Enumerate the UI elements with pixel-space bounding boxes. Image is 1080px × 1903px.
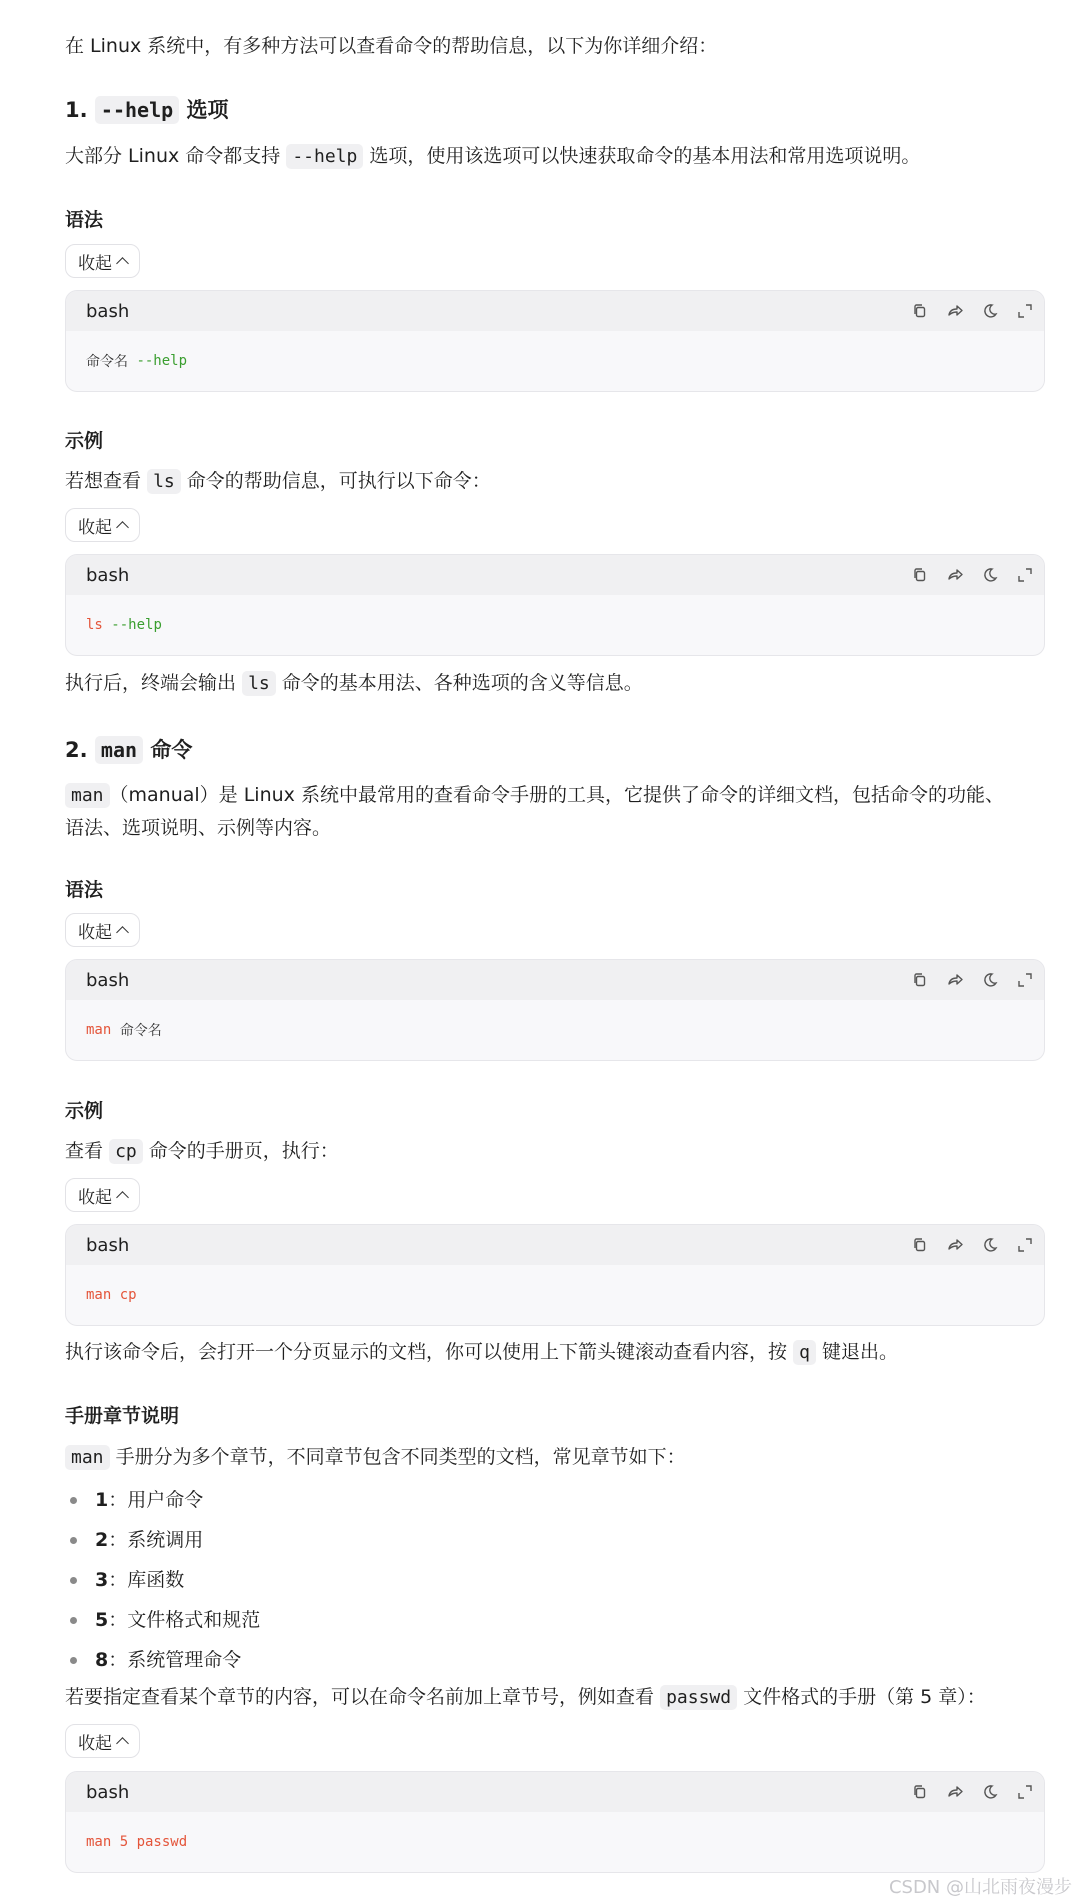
- section-2-title: 命令: [150, 738, 193, 762]
- expand-icon[interactable]: [1015, 566, 1034, 585]
- list-item: [65, 1480, 260, 1520]
- collapse-button-2[interactable]: [65, 508, 140, 542]
- inline-code: q: [793, 1340, 816, 1365]
- inline-code: cp: [109, 1139, 143, 1164]
- code-content: [66, 331, 1044, 391]
- intro-text: 在 Linux 系统中，有多种方法可以查看命令的帮助信息，以下为你详细介绍：: [65, 35, 718, 57]
- chapter-text: ：系统管理命令: [108, 1649, 242, 1671]
- code-block: [65, 1224, 1045, 1326]
- section-1-code: --help: [95, 96, 179, 124]
- list-item: [65, 1640, 260, 1680]
- collapse-label: 收起: [78, 922, 112, 943]
- collapse-button-1[interactable]: [65, 244, 140, 278]
- chapter-number: 8: [95, 1649, 109, 1671]
- section-2-number: 2.: [65, 738, 88, 762]
- copy-icon[interactable]: [910, 1236, 929, 1255]
- desc-text: 命令的手册页，执行：: [148, 1140, 339, 1162]
- theme-moon-icon[interactable]: [980, 1783, 999, 1802]
- chevron-up-icon: [116, 257, 129, 270]
- share-icon[interactable]: [945, 566, 964, 585]
- syntax-heading: 语法: [65, 209, 104, 231]
- example-desc: [65, 465, 491, 498]
- expand-icon[interactable]: [1015, 1783, 1034, 1802]
- code-content: [66, 1265, 1044, 1325]
- desc-text: 命令的帮助信息，可执行以下命令：: [186, 470, 491, 492]
- collapse-label: 收起: [78, 1187, 112, 1208]
- inline-code: passwd: [660, 1685, 737, 1710]
- desc-text: 键退出。: [821, 1341, 898, 1363]
- section-2-heading: [65, 733, 192, 767]
- code-lang: bash: [86, 969, 130, 991]
- copy-icon[interactable]: [910, 971, 929, 990]
- code-option: --help: [111, 617, 162, 633]
- after-desc: [65, 1336, 898, 1369]
- section-1-heading: [65, 93, 228, 127]
- code-lang: bash: [86, 300, 130, 322]
- copy-icon[interactable]: [910, 302, 929, 321]
- code-text: 命令名: [86, 354, 137, 370]
- desc-text: 大部分 Linux 命令都支持: [65, 145, 281, 167]
- chapter-number: 5: [95, 1609, 109, 1631]
- chapter-number: 1: [95, 1489, 109, 1511]
- chevron-up-icon: [116, 926, 129, 939]
- chapter-number: 2: [95, 1529, 109, 1551]
- watermark: CSDN @山北雨夜漫步: [888, 1877, 1072, 1898]
- share-icon[interactable]: [945, 302, 964, 321]
- chevron-up-icon: [116, 521, 129, 534]
- code-block: [65, 959, 1045, 1061]
- code-text: 命令名: [111, 1023, 162, 1039]
- chapter-number: 3: [95, 1569, 109, 1591]
- chapters-heading: 手册章节说明: [65, 1405, 180, 1427]
- chapters-desc: [65, 1441, 686, 1474]
- desc-text: 查看: [65, 1140, 104, 1162]
- theme-moon-icon[interactable]: [980, 971, 999, 990]
- code-command: man cp: [86, 1287, 137, 1303]
- inline-code: --help: [286, 144, 363, 169]
- share-icon[interactable]: [945, 971, 964, 990]
- code-command: ls: [86, 617, 112, 633]
- section-2-desc-line-2: 语法、选项说明、示例等内容。: [65, 817, 332, 839]
- desc-text: 执行后，终端会输出: [65, 672, 237, 694]
- code-lang: bash: [86, 564, 130, 586]
- list-item: [65, 1560, 260, 1600]
- copy-icon[interactable]: [910, 1783, 929, 1802]
- desc-text: （manual）是 Linux 系统中最常用的查看命令手册的工具，它提供了命令的详细文档，包括命令的功能、: [109, 784, 1004, 806]
- chapters-list: [65, 1480, 260, 1680]
- list-item: [65, 1520, 260, 1560]
- inline-code: ls: [147, 469, 181, 494]
- theme-moon-icon[interactable]: [980, 302, 999, 321]
- section-2-desc-line-1: [65, 779, 1004, 812]
- share-icon[interactable]: [945, 1236, 964, 1255]
- section-1-number: 1.: [65, 98, 88, 122]
- syntax-heading: 语法: [65, 879, 104, 901]
- code-command: man: [86, 1022, 112, 1038]
- collapse-button-5[interactable]: [65, 1724, 140, 1758]
- section-1-title: 选项: [186, 98, 229, 122]
- collapse-button-4[interactable]: [65, 1178, 140, 1212]
- expand-icon[interactable]: [1015, 302, 1034, 321]
- desc-text: 文件格式的手册（第 5 章）：: [743, 1686, 986, 1708]
- chevron-up-icon: [116, 1737, 129, 1750]
- chevron-up-icon: [116, 1191, 129, 1204]
- chapter-text: ：文件格式和规范: [108, 1609, 261, 1631]
- desc-text: 若想查看: [65, 470, 142, 492]
- collapse-label: 收起: [78, 253, 112, 274]
- code-lang: bash: [86, 1781, 130, 1803]
- code-command: man 5 passwd: [86, 1834, 188, 1850]
- code-block: [65, 554, 1045, 656]
- collapse-label: 收起: [78, 517, 112, 538]
- theme-moon-icon[interactable]: [980, 566, 999, 585]
- desc-text: 执行该命令后，会打开一个分页显示的文档，你可以使用上下箭头键滚动查看内容，按: [65, 1341, 788, 1363]
- desc-text: 选项，使用该选项可以快速获取命令的基本用法和常用选项说明。: [369, 145, 921, 167]
- example-heading: 示例: [65, 1100, 104, 1122]
- code-content: [66, 1000, 1044, 1060]
- section-1-desc: [65, 140, 920, 173]
- copy-icon[interactable]: [910, 566, 929, 585]
- list-item: [65, 1600, 260, 1640]
- code-block: [65, 290, 1045, 392]
- section-2-code: man: [95, 736, 143, 764]
- code-option: --help: [136, 353, 188, 369]
- desc-text: 手册分为多个章节，不同章节包含不同类型的文档，常见章节如下：: [115, 1446, 686, 1468]
- chapter-text: ：系统调用: [108, 1529, 204, 1551]
- desc-text: 若要指定查看某个章节的内容，可以在命令名前加上章节号，例如查看: [65, 1686, 655, 1708]
- collapse-label: 收起: [78, 1733, 112, 1754]
- example-heading: 示例: [65, 430, 104, 452]
- chapter-text: ：库函数: [108, 1569, 185, 1591]
- example-desc: [65, 1135, 339, 1168]
- share-icon[interactable]: [945, 1783, 964, 1802]
- desc-text: 命令的基本用法、各种选项的含义等信息。: [281, 672, 643, 694]
- code-block: [65, 1771, 1045, 1873]
- code-lang: bash: [86, 1234, 130, 1256]
- expand-icon[interactable]: [1015, 1236, 1034, 1255]
- collapse-button-3[interactable]: [65, 913, 140, 947]
- inline-code: man: [65, 783, 110, 808]
- after-desc: [65, 667, 643, 700]
- chapter-note: [65, 1681, 986, 1714]
- inline-code: ls: [242, 671, 276, 696]
- inline-code: man: [65, 1445, 110, 1470]
- chapter-text: ：用户命令: [108, 1489, 204, 1511]
- code-content: [66, 595, 1044, 655]
- theme-moon-icon[interactable]: [980, 1236, 999, 1255]
- code-content: [66, 1812, 1044, 1872]
- expand-icon[interactable]: [1015, 971, 1034, 990]
